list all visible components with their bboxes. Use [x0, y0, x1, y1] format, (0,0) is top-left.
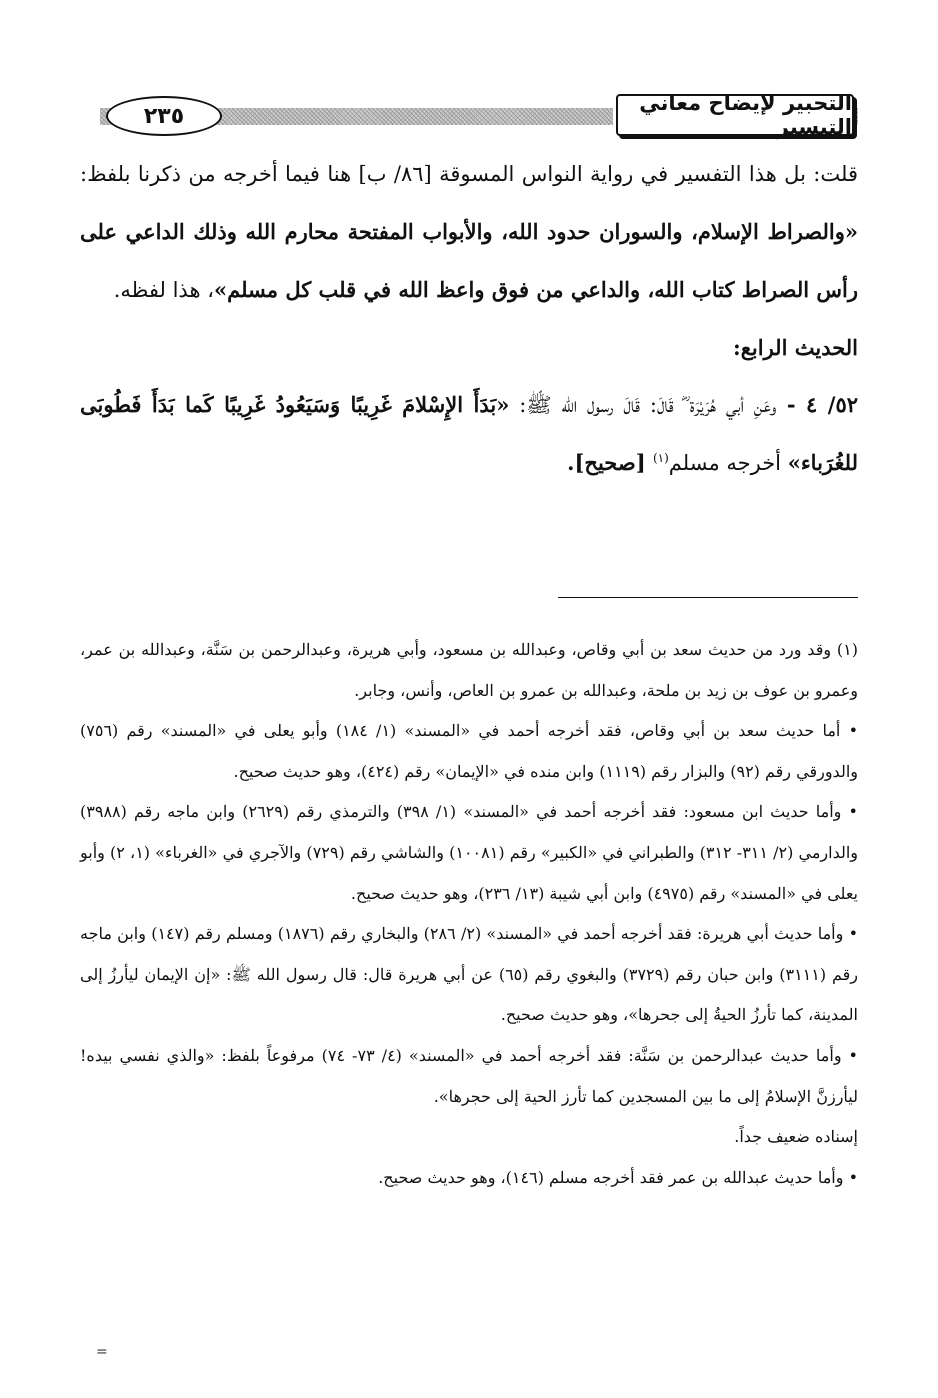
page-header — [80, 91, 858, 140]
footnote-ibn-masud: • وأما حديث ابن مسعود: فقد أخرجه أحمد في «المسند» (١/ ٣٩٨) والترمذي رقم (٢٦٢٩) وابن ماجه رقم (٣٩٨٨) والدارمي (٢/ ٣١١- ٣١٢) والطبراني في «الكبير» رقم (١٠٠٨١) والشاشي رقم (٧٢٩) والآجري في «الغرباء» (١، ٢) وأبو يعلى في «المسند» رقم (٤٩٧٥) وابن أبي شيبة (١٣/ ٢٣٦)، وهو حديث صحيح. — [80, 802, 859, 903]
main-text — [80, 146, 858, 492]
footnotes — [80, 630, 858, 1198]
paragraph-commentary — [80, 146, 858, 319]
commentary-quote: «والصراط الإسلام، والسوران حدود الله، والأبواب المفتحة محارم الله وذلك الداعي على رأس الصراط كتاب الله، والداعي من فوق واعظ الله في قلب كل مسلم» — [80, 219, 858, 302]
footnote-saad: • أما حديث سعد بن أبي وقاص، فقد أخرجه أحمد في «المسند» (١/ ١٨٤) وأبو يعلى في «المسند» رقم (٧٥٦) والدورقي رقم (٩٢) والبزار رقم (١١١٩) وابن منده في «الإيمان» رقم (٤٢٤)، وهو حديث صحيح. — [80, 721, 859, 781]
commentary-text: قلت: بل هذا التفسير في رواية النواس المسوقة [٨٦/ ب] هنا فيما أخرجه من ذكرنا بلفظ: — [80, 162, 858, 186]
commentary-end: ، هذا لفظه. — [113, 278, 214, 302]
book-title: التحبير لإيضاح معاني التيسير — [616, 94, 854, 136]
footnote-abu-hurayrah: • وأما حديث أبي هريرة: فقد أخرجه أحمد في «المسند» (٢/ ٢٨٦) والبخاري رقم (١٨٧٦) ومسلم رقم (١٤٧) وابن ماجه رقم (٣١١١) وابن حبان رقم (٣٧٢٩) والبغوي رقم (٦٥) عن أبي هريرة قال: قال رسول الله ﷺ: «إن الإيمان ليأرزُ إلى المدينة، كما تأرزُ الحيةُ إلى جحرها»، وهو حديث صحيح. — [80, 924, 859, 1025]
hadith-paragraph — [80, 376, 858, 492]
hadith-source: أخرجه مسلم — [668, 451, 788, 475]
footnote-isnad-grade: إسناده ضعيف جداً. — [734, 1127, 858, 1147]
section-heading: الحديث الرابع: — [732, 335, 858, 360]
footnote-reference: (١) — [652, 451, 669, 465]
footnote-separator — [558, 597, 858, 598]
footnote-abdulrahman: • وأما حديث عبدالرحمن بن سَنَّة: فقد أخرجه أحمد في «المسند» (٤/ ٧٣- ٧٤) مرفوعاً بلفظ: «والذي نفسي بيده! ليأرزنَّ الإسلامُ إلى ما بين المسجدين كما تأرز الحية إلى حجرها». — [80, 1045, 858, 1106]
hadith-text: «بَدَأَ الإِسْلامَ غَرِيبًا وَسَيَعُودُ غَرِيبًا كَما بَدَأَ فَطُوبَى للغُرَباء» — [80, 392, 858, 475]
hadith-intro: وعَنِ أبي هُرَيْرَة ؓ قَالَ: قَالَ رسول الله ﷺ: — [509, 393, 777, 417]
continuation-mark: = — [96, 1344, 108, 1360]
page-number: ٢٣٥ — [106, 96, 222, 136]
footnote-ibn-umar: • وأما حديث عبدالله بن عمر فقد أخرجه مسلم (١٤٦)، وهو حديث صحيح. — [378, 1167, 858, 1187]
hadith-grade: [صحيح]. — [567, 450, 653, 475]
hadith-number: ٥٢/ ٤ - — [776, 392, 858, 417]
footnote-1: (١) وقد ورد من حديث سعد بن أبي وقاص، وعبدالله بن مسعود، وأبي هريرة، وعبدالرحمن بن سَنَّة، وعبدالله بن عمر، وعمرو بن عوف بن زيد بن ملحة، وعبدالله بن عمرو بن العاص، وأنس، وجابر. — [80, 640, 858, 700]
